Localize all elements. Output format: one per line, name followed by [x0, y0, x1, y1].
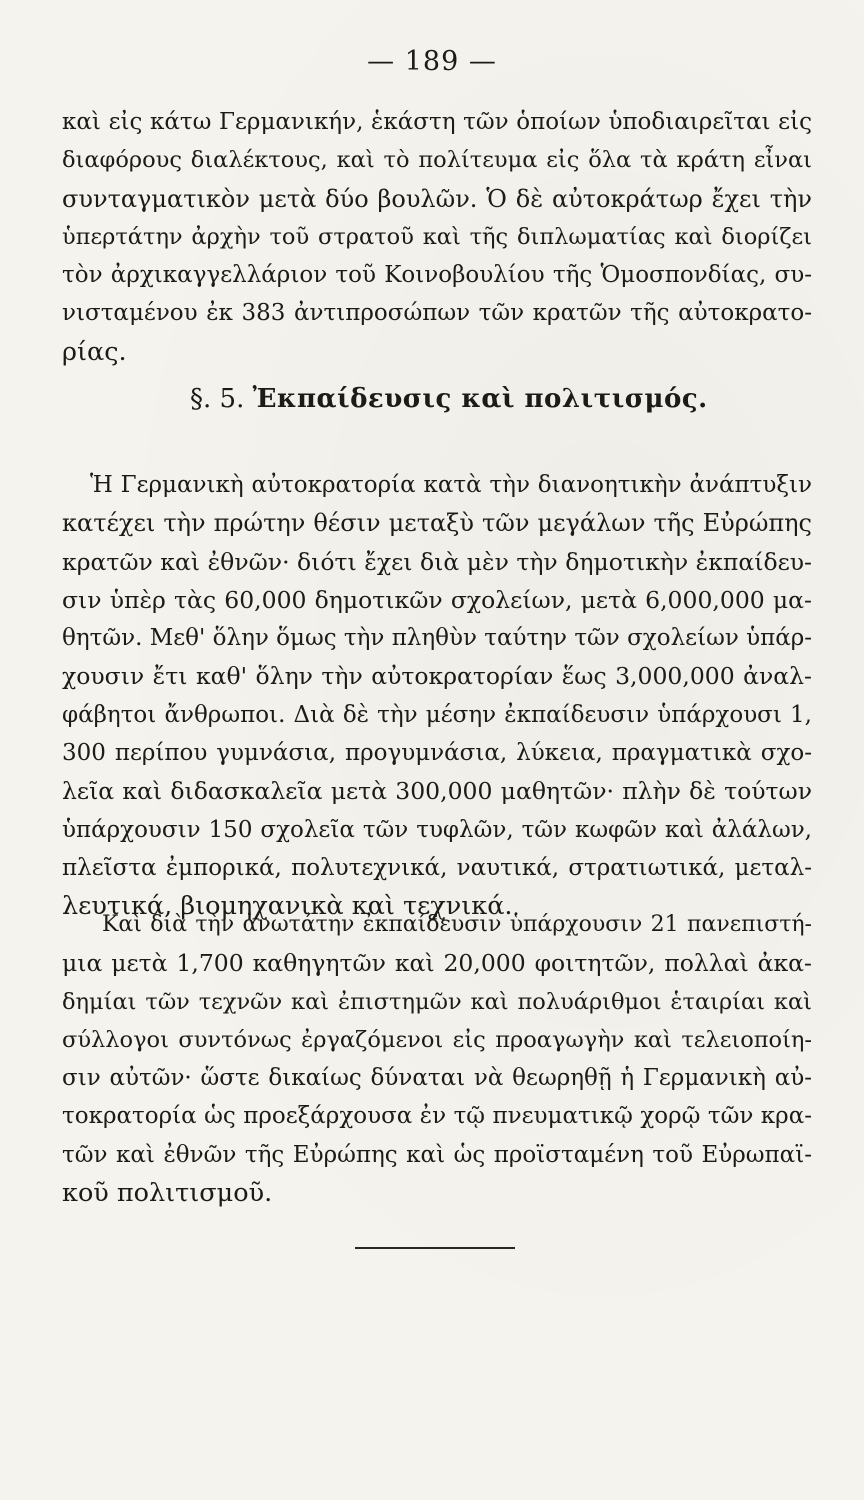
text-line: συνταγματικὸν μετὰ δύο βουλῶν. Ὁ δὲ αὐτοκράτωρ ἔχει τὴν	[62, 184, 812, 213]
text-line: Καὶ διὰ τὴν ἀνωτάτην ἐκπαίδευσιν ὑπάρχουσιν 21 πανεπιστή-	[102, 912, 812, 937]
text-line: καὶ εἰς κάτω Γερμανικήν, ἑκάστη τῶν ὁποίων ὑποδιαιρεῖται εἰς	[62, 109, 812, 135]
paragraph-government	[62, 103, 812, 371]
text-line: λευτικά, βιομηχανικὰ καὶ τεχνικά.	[62, 891, 513, 922]
text-line: ρίας.	[62, 336, 127, 367]
text-line: φάβητοι ἄνθρωποι. Διὰ δὲ τὴν μέσην ἐκπαίδευσιν ὑπάρχουσι 1,	[62, 701, 812, 728]
paragraph-education	[62, 466, 812, 926]
text-line: σιν ὑπὲρ τὰς 60,000 δημοτικῶν σχολείων, μετὰ 6,000,000 μα-	[62, 585, 812, 614]
text-line: διαφόρους διαλέκτους, καὶ τὸ πολίτευμα εἰς ὅλα τὰ κράτη εἶναι	[62, 147, 812, 174]
section-title: Ἐκπαίδευσις καὶ πολιτισμός.	[252, 384, 708, 414]
section-number: §. 5.	[190, 384, 245, 414]
text-line: λεῖα καὶ διδασκαλεῖα μετὰ 300,000 μαθητῶν· πλὴν δὲ τούτων	[62, 777, 812, 806]
text-line: Ἡ Γερμανικὴ αὐτοκρατορία κατὰ τὴν διανοητικὴν ἀνάπτυξιν	[90, 472, 812, 498]
text-line: σύλλογοι συντόνως ἐργαζόμενοι εἰς προαγωγὴν καὶ τελειοποίη-	[62, 1026, 812, 1053]
text-line: δημίαι τῶν τεχνῶν καὶ ἐπιστημῶν καὶ πολυάριθμοι ἑταιρίαι καὶ	[62, 988, 812, 1015]
text-line: τοκρατορία ὡς προεξάρχουσα ἐν τῷ πνευματικῷ χορῷ τῶν κρα-	[62, 1103, 812, 1130]
text-line: κοῦ πολιτισμοῦ.	[62, 1178, 273, 1209]
text-line: μια μετὰ 1,700 καθηγητῶν καὶ 20,000 φοιτητῶν, πολλαὶ ἀκα-	[62, 949, 812, 978]
text-line: κρατῶν καὶ ἐθνῶν· διότι ἔχει διὰ μὲν τὴν δημοτικὴν ἐκπαίδευ-	[62, 547, 812, 576]
section-heading	[190, 384, 790, 414]
text-line: ὑπάρχουσιν 150 σχολεῖα τῶν τυφλῶν, τῶν κωφῶν καὶ ἀλάλων,	[62, 816, 812, 843]
text-line: νισταμένου ἐκ 383 ἀντιπροσώπων τῶν κρατῶν τῆς αὐτοκρατο-	[62, 300, 812, 327]
text-line: τὸν ἀρχικαγγελλάριον τοῦ Κοινοβουλίου τῆς Ὁμοσπονδίας, συ-	[62, 262, 812, 289]
text-line: σιν αὐτῶν· ὥστε δικαίως δύναται νὰ θεωρηθῇ ἡ Γερμανικὴ αὐ-	[62, 1065, 812, 1092]
text-line: ὑπερτάτην ἀρχὴν τοῦ στρατοῦ καὶ τῆς διπλωματίας καὶ διορίζει	[62, 223, 812, 250]
end-rule	[355, 1247, 515, 1249]
text-line: θητῶν. Μεθ' ὅλην ὅμως τὴν πληθὺν ταύτην τῶν σχολείων ὑπάρ-	[62, 625, 813, 652]
text-line: κατέχει τὴν πρώτην θέσιν μεταξὺ τῶν μεγάλων τῆς Εὐρώπης	[62, 509, 812, 538]
text-line: τῶν καὶ ἐθνῶν τῆς Εὐρώπης καὶ ὡς προϊσταμένη τοῦ Εὐρωπαϊ-	[62, 1141, 812, 1168]
text-line: χουσιν ἔτι καθ' ὅλην τὴν αὐτοκρατορίαν ἕως 3,000,000 ἀναλ-	[62, 662, 812, 691]
text-line: πλεῖστα ἐμπορικά, πολυτεχνικά, ναυτικά, στρατιωτικά, μεταλ-	[62, 854, 812, 881]
page-number: — 189 —	[367, 46, 497, 77]
paragraph-higher-education	[62, 906, 812, 1212]
text-line: 300 περίπου γυμνάσια, προγυμνάσια, λύκεια, πραγματικὰ σχο-	[62, 740, 812, 767]
